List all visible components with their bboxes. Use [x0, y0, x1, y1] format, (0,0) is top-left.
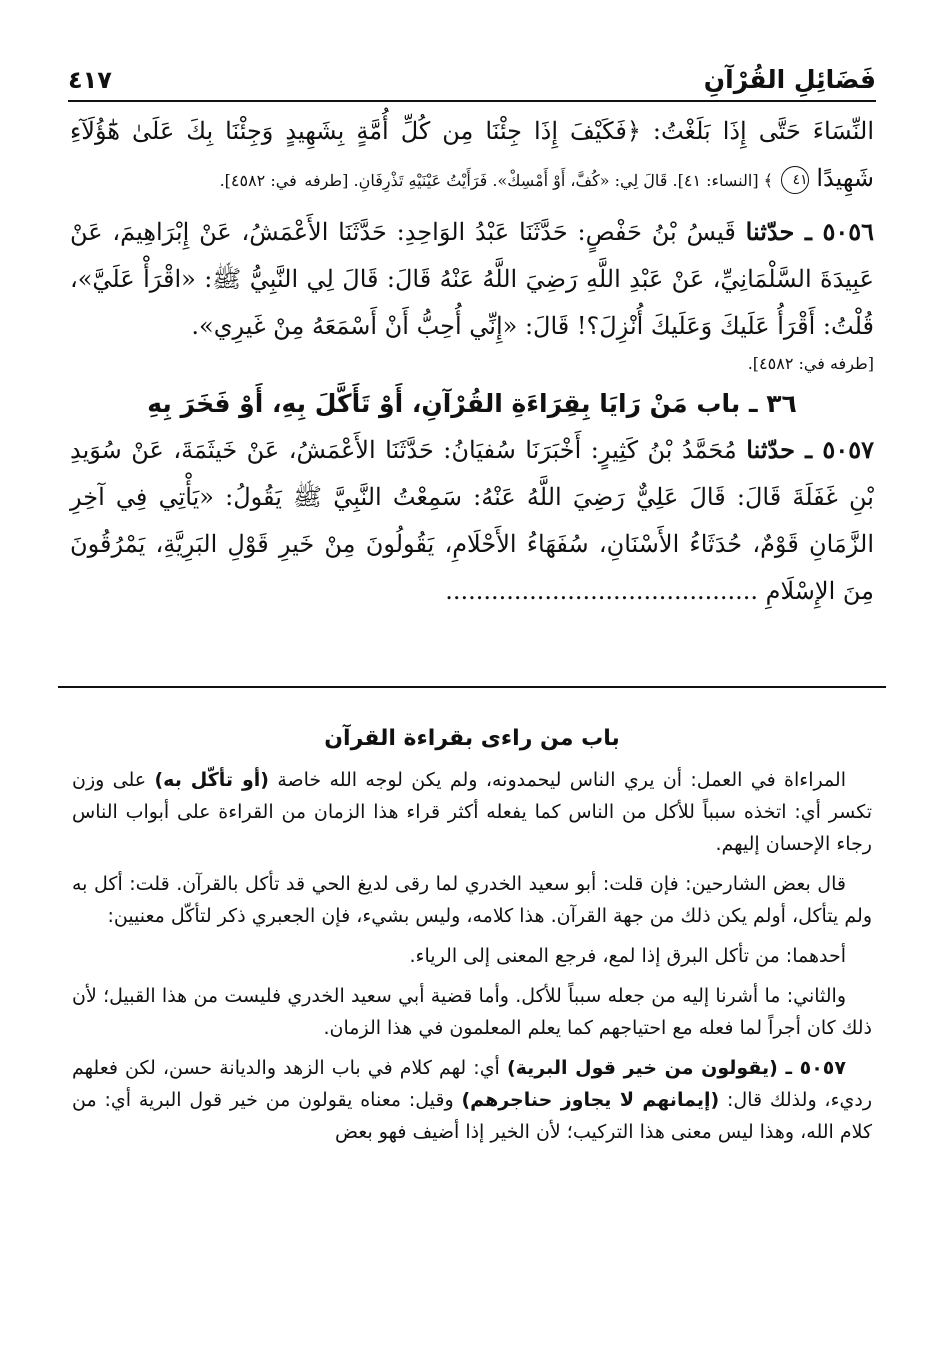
commentary-paragraph-1: [72, 764, 872, 860]
commentary-p5-bold-2: (إيمانهم لا يجاوز حناجرهم): [461, 1089, 720, 1111]
page-header: [68, 50, 876, 102]
hadith-5057-text: مُحَمَّدُ بْنُ كَثِيرٍ: أَخْبَرَنَا سُفيَانُ: حَدَّثَنَا الأَعْمَشُ، عَنْ خَيثَمَةَ، عَنْ سُوَيدِ بْنِ غَفَلَةَ قَالَ: قَالَ عَلِيٌّ رَضِيَ اللَّهُ عَنْهُ: سَمِعْتُ النَّبِيَّ ﷺ يَقُولُ: «يَأْتِي فِي آخِرِ الزَّمَانِ قَوْمٌ، حُدَثَاءُ الأَسْنَانِ، سُفَهَاءُ الأَحْلَامِ، يَقُولُونَ مِنْ خَيرِ قَوْلِ البَرِيَّةِ، يَمْرُقُونَ مِنَ الإِسْلَامِ .........................................: [70, 436, 874, 605]
hadith-5056-text: قَيسُ بْنُ حَفْصٍ: حَدَّثَنَا عَبْدُ الوَاحِدِ: حَدَّثَنَا الأَعْمَشُ، عَنْ إِبْرَاهِيمَ، عَنْ عَبِيدَةَ السَّلْمَانِيِّ، عَنْ عَبْدِ اللَّهِ رَضِيَ اللَّهُ عَنْهُ قَالَ: قَالَ لِي النَّبِيُّ ﷺ: «اقْرَأْ عَلَيَّ»، قُلْتُ: أَقْرَأُ عَلَيكَ وَعَلَيكَ أُنْزِلَ؟! قَالَ: «إِنِّي أُحِبُّ أَنْ أَسْمَعَهُ مِنْ غَيرِي».: [70, 218, 874, 340]
commentary-paragraph-5: [72, 1052, 872, 1148]
hadith-text-section: [70, 108, 874, 615]
chapter-heading: ٣٦ ـ باب مَنْ رَايَا بِقِرَاءَةِ القُرْآنِ، أَوْ تَأَكَّلَ بِهِ، أَوْ فَخَرَ بِهِ: [147, 389, 797, 418]
commentary-p1-bold: (أو تأكّل به): [154, 769, 269, 791]
ayah-number-marker: ٤١: [781, 166, 809, 194]
hadith-5056: [70, 208, 874, 350]
commentary-heading: باب من راءى بقراءة القرآن: [324, 726, 620, 751]
running-title: فَضَائِلِ القُرْآنِ: [703, 65, 876, 94]
commentary-p5-text-b: وقيل: معناه يقولون من خير قول البرية أي: من كلام الله، وهذا ليس معنى هذا التركيب؛ لأن الخير إذا أضيف فهو بعض: [72, 1089, 872, 1143]
commentary-paragraph-4: والثاني: ما أشرنا إليه من جعله سبباً للأكل. وأما قضية أبي سعيد الخدري فليست من هذا القبيل؛ لأن ذلك كان أجراً لما فعله مع احتياجهم كما يعلم المعلمون في هذا الزمان.: [72, 985, 872, 1039]
hadith-5055-line1: النِّسَاءَ حَتَّى إِذَا بَلَغْتُ: ﴿فَكَيْفَ إِذَا جِئْنَا مِن كُلِّ أُمَّةٍ بِشَهِيدٍ وَجِئْنَا بِكَ عَلَىٰ هَٰٓؤُلَآءِ: [70, 117, 874, 145]
commentary-p5-bold-1: ٥٠٥٧ ـ (يقولون من خير قول البرية): [506, 1057, 846, 1079]
hadith-5057: [70, 426, 874, 615]
commentary-p1-text-a: المراءاة في العمل: أن يري الناس ليحمدونه، ولم يكن لوجه الله خاصة: [277, 769, 847, 791]
hadith-5055-reference: في: ٤٥٨٢].: [219, 171, 297, 190]
commentary-p1-text-b: على وزن تكسر أي: اتخذه سبباً للأكل من الناس كما يفعله أكثر قراء هذا الزمان من القراءة على أبواب الناس رجاء الإحسان إليهم.: [72, 769, 872, 855]
hadith-5055-line2a: شَهِيدًا: [816, 164, 874, 192]
hadith-5057-number: ٥٠٥٧ ـ حدّثنا: [746, 435, 874, 464]
hadith-5056-number: ٥٠٥٦ ـ حدّثنا: [745, 217, 874, 246]
hadith-5055-end: [70, 108, 874, 202]
commentary-p5-text-a: أي: لهم كلام في باب الزهد والديانة حسن، لكن فعلهم رديء، ولذلك قال:: [72, 1057, 873, 1111]
commentary-paragraph-2: قال بعض الشارحين: فإن قلت: أبو سعيد الخدري لما رقى لديغ الحي قد تأكل بالقرآن. قلت: أكل به ولم يتأكل، أولم يكن ذلك من جهة القرآن. هذا كلامه، وليس بشيء، فإن الجعبري ذكر لتأكّل معنيين:: [72, 873, 872, 927]
hadith-5055-line2b: ﴾ [النساء: ٤١]. قَالَ لِي: «كُفَّ، أَوْ أَمْسِكْ». فَرَأَيْتُ عَيْنَيْهِ تَذْرِفَانِ. [طرفه: [304, 171, 774, 190]
commentary-paragraph-3: أحدهما: من تأكل البرق إذا لمع، فرجع المعنى إلى الرياء.: [409, 945, 846, 967]
section-divider: [58, 686, 886, 688]
hadith-5056-reference: [طرفه في: ٤٥٨٢].: [747, 354, 874, 373]
page-number: ٤١٧: [68, 66, 112, 94]
commentary-section: [72, 714, 872, 1148]
